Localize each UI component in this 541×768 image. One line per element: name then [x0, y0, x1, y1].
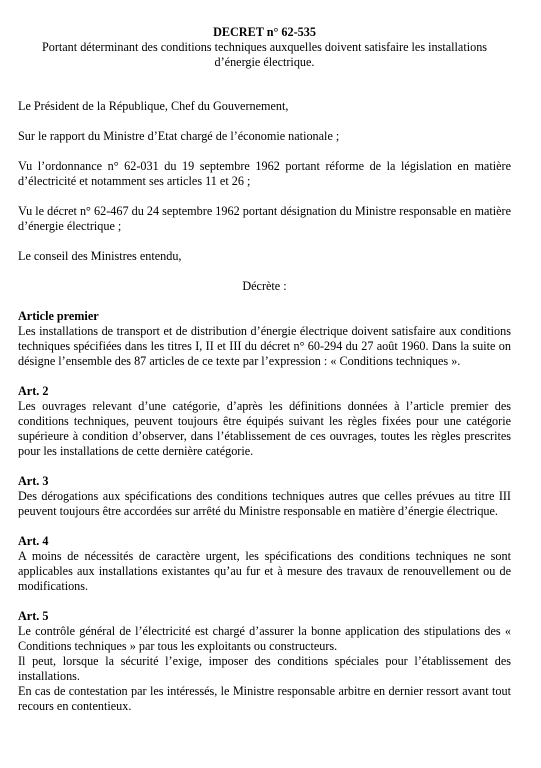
preamble-conseil: Le conseil des Ministres entendu, — [18, 249, 182, 263]
article-heading: Art. 2 — [18, 384, 49, 398]
decree-title: DECRET n° 62-535 — [213, 25, 316, 39]
article-4 — [18, 534, 511, 594]
decree-subtitle: Portant déterminant des conditions techniques auxquelles doivent satisfaire les installations d’énergie électrique. — [41, 40, 488, 69]
article-text: En cas de contestation par les intéressés, le Ministre responsable arbitre en dernier ressort avant tout recours en contentieux. — [18, 684, 511, 713]
spacer — [18, 70, 511, 99]
article-heading: Article premier — [18, 309, 99, 323]
article-text: Le contrôle général de l’électricité est chargé d’assurer la bonne application des stipulations des « Conditions techniques » par tous les exploitants ou constructeurs. — [18, 624, 511, 653]
preamble-president: Le Président de la République, Chef du Gouvernement, — [18, 99, 289, 113]
decree-word: Décrète : — [242, 279, 287, 293]
document-page — [18, 25, 511, 714]
article-2 — [18, 384, 511, 459]
article-heading: Art. 5 — [18, 609, 49, 623]
preamble-ordonnance: Vu l’ordonnance n° 62-031 du 19 septembre 1962 portant réforme de la législation en matière d’électricité et notamment ses articles 11 et 26 ; — [18, 159, 511, 188]
article-text: Des dérogations aux spécifications des conditions techniques autres que celles prévues au titre III peuvent toujours être accordées sur arrêté du Ministre responsable en matière d’énergie électrique. — [18, 489, 511, 518]
article-heading: Art. 4 — [18, 534, 49, 548]
article-5 — [18, 609, 511, 714]
preamble-report: Sur le rapport du Ministre d’Etat chargé de l’économie nationale ; — [18, 129, 340, 143]
article-heading: Art. 3 — [18, 474, 49, 488]
article-text: Les ouvrages relevant d’une catégorie, d’après les définitions données à l’article premier des conditions techniques, peuvent toujours être équipés suivant les règles fixées pour une catégorie supérieure à condition d’observer, dans l’établissement de ces ouvrages, toutes les règles prescrites pour les installations de cette dernière catégorie. — [18, 399, 511, 458]
preamble-decret: Vu le décret n° 62-467 du 24 septembre 1962 portant désignation du Ministre responsable en matière d’énergie électrique ; — [18, 204, 511, 233]
article-text: Il peut, lorsque la sécurité l’exige, imposer des conditions spéciales pour l’établissement des installations. — [18, 654, 511, 683]
article-3 — [18, 474, 511, 519]
article-1 — [18, 309, 511, 369]
article-text: A moins de nécessités de caractère urgent, les spécifications des conditions techniques ne sont applicables aux installations existantes qu’au fur et à mesure des travaux de renouvellement ou de modifications. — [18, 549, 511, 593]
article-text: Les installations de transport et de distribution d’énergie électrique doivent satisfaire aux conditions techniques spécifiées dans les titres I, II et III du décret n° 60-294 du 27 août 1960. Dans la suite on désigne l’ensemble des 87 articles de ce texte par l’expression : « Conditions techniques ». — [18, 324, 511, 368]
